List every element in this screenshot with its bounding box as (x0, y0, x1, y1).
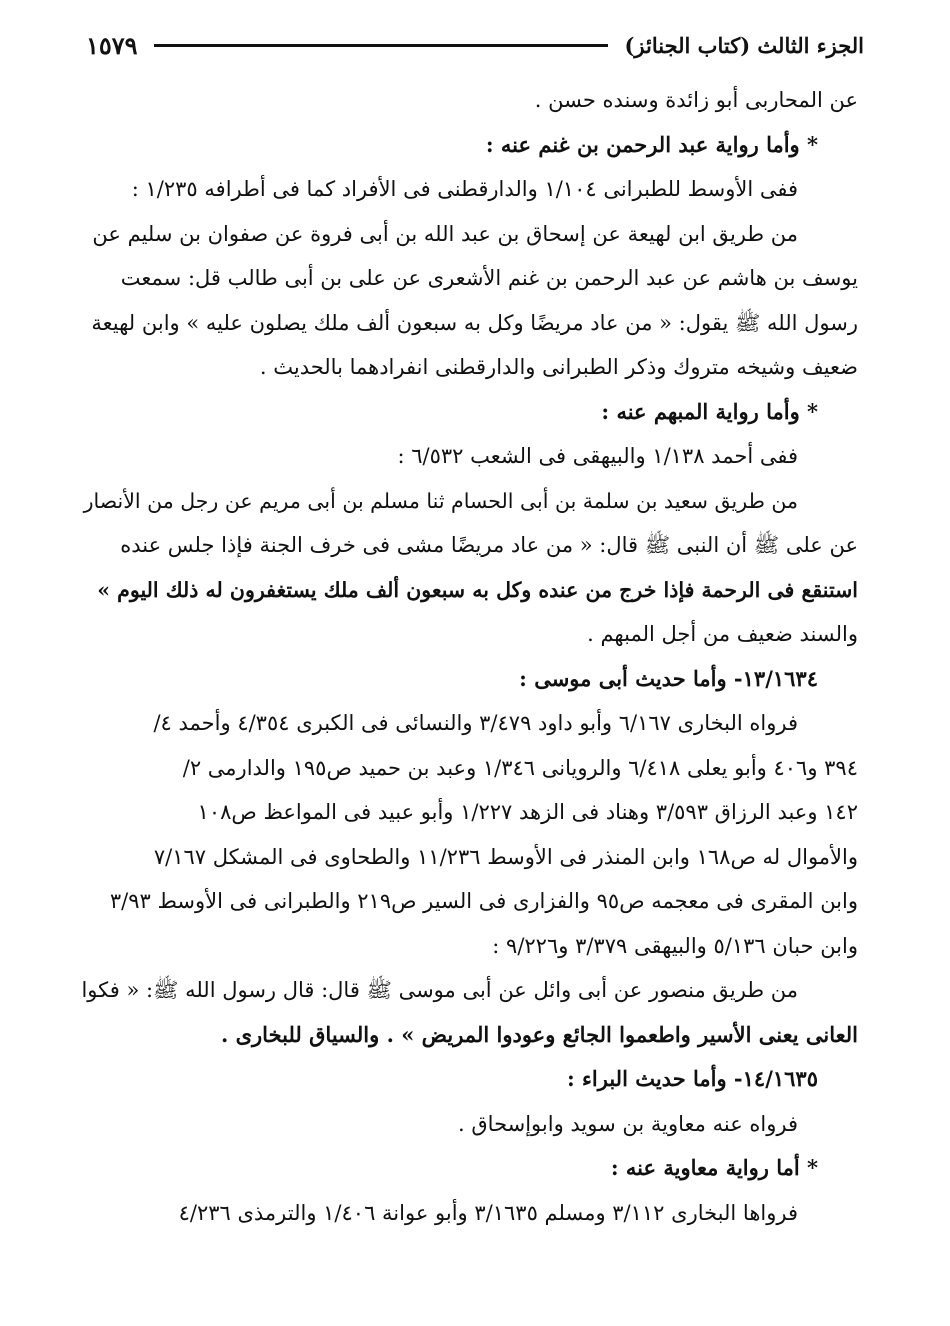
text-line: رسول الله ﷺ يقول: « من عاد مريضًا وكل به سبعون ألف ملك يصلون عليه » وابن لهيعة (91, 310, 858, 335)
running-title: الجزء الثالث (كتاب الجنائز) (624, 32, 864, 58)
text-line: وابن المقرى فى معجمه ص٩٥ والفزارى فى السير ص٢١٩ والطبرانى فى الأوسط ٣/٩٣ (109, 889, 858, 913)
section-heading: * وأما رواية المبهم عنه : (601, 398, 818, 424)
text-line: والسند ضعيف من أجل المبهم . (587, 622, 858, 646)
text-line: فرواه البخارى ٦/١٦٧ وأبو داود ٣/٤٧٩ والنسائى فى الكبرى ٤/٣٥٤ وأحمد ٤/ (153, 711, 798, 735)
text-line: ٣٩٤ و٤٠٦ وأبو يعلى ٦/٤١٨ والرويانى ١/٣٤٦ وعبد بن حميد ص١٩٥ والدارمى ٢/ (182, 755, 858, 780)
text-line: والأموال له ص١٦٨ وابن المنذر فى الأوسط ١١/٢٣٦ والطحاوى فى المشكل ٧/١٦٧ (153, 844, 858, 869)
hadith-text-line: استنقع فى الرحمة فإذا خرج من عنده وكل به سبعون ألف ملك يستغفرون له ذلك اليوم » (97, 577, 858, 602)
section-heading: * وأما رواية عبد الرحمن بن غنم عنه : (485, 131, 818, 157)
text-line: فرواه عنه معاوية بن سويد وابوإسحاق . (458, 1111, 798, 1136)
text-line: ١٤٢ وعبد الرزاق ٣/٥٩٣ وهناد فى الزهد ١/٢٢٧ وأبو عبيد فى المواعظ ص١٠٨ (197, 800, 858, 824)
text-line: ضعيف وشيخه متروك وذكر الطبرانى والدارقطنى انفرادهما بالحديث . (259, 355, 858, 379)
text-line: وابن حبان ٥/١٣٦ والبيهقى ٣/٣٧٩ و٩/٢٢٦ : (492, 933, 858, 958)
text-line: ففى الأوسط للطبرانى ١/١٠٤ والدارقطنى فى الأفراد كما فى أطرافه ١/٢٣٥ : (131, 177, 798, 201)
text-line: من طريق منصور عن أبى وائل عن أبى موسى ﷺ قال: قال رسول الله ﷺ: « فكوا (81, 978, 798, 1002)
text-line: من طريق ابن لهيعة عن إسحاق بن عبد الله بن أبى فروة عن صفوان بن سليم عن (92, 221, 798, 246)
running-header (86, 28, 864, 62)
hadith-number-heading: ١٣/١٦٣٤- وأما حديث أبى موسى : (519, 665, 818, 691)
text-line: من طريق سعيد بن سلمة بن أبى الحسام ثنا مسلم بن أبى مريم عن رجل من الأنصار (83, 488, 798, 513)
section-heading: * أما رواية معاوية عنه : (610, 1155, 818, 1180)
hadith-text-line: العانى يعنى الأسير واطعموا الجائع وعودوا المريض » . والسياق للبخارى . (220, 1021, 858, 1047)
text-line: فرواها البخارى ٣/١١٢ ومسلم ٣/١٦٣٥ وأبو عوانة ١/٤٠٦ والترمذى ٤/٢٣٦ (178, 1200, 798, 1225)
page-body (80, 78, 858, 1235)
header-rule (154, 44, 609, 47)
page-number: ١٥٧٩ (86, 30, 138, 60)
text-line: ففى أحمد ١/١٣٨ والبيهقى فى الشعب ٦/٥٣٢ : (397, 444, 798, 468)
text-line: عن على ﷺ أن النبى ﷺ قال: « من عاد مريضًا مشى فى خرف الجنة فإذا جلس عنده (120, 533, 858, 557)
hadith-number-heading: ١٤/١٦٣٥- وأما حديث البراء : (566, 1066, 818, 1091)
text-line: يوسف بن هاشم عن عبد الرحمن بن غنم الأشعرى عن على بن أبى طالب قل: سمعت (120, 266, 858, 290)
text-line: عن المحاربى أبو زائدة وسنده حسن . (534, 88, 858, 112)
